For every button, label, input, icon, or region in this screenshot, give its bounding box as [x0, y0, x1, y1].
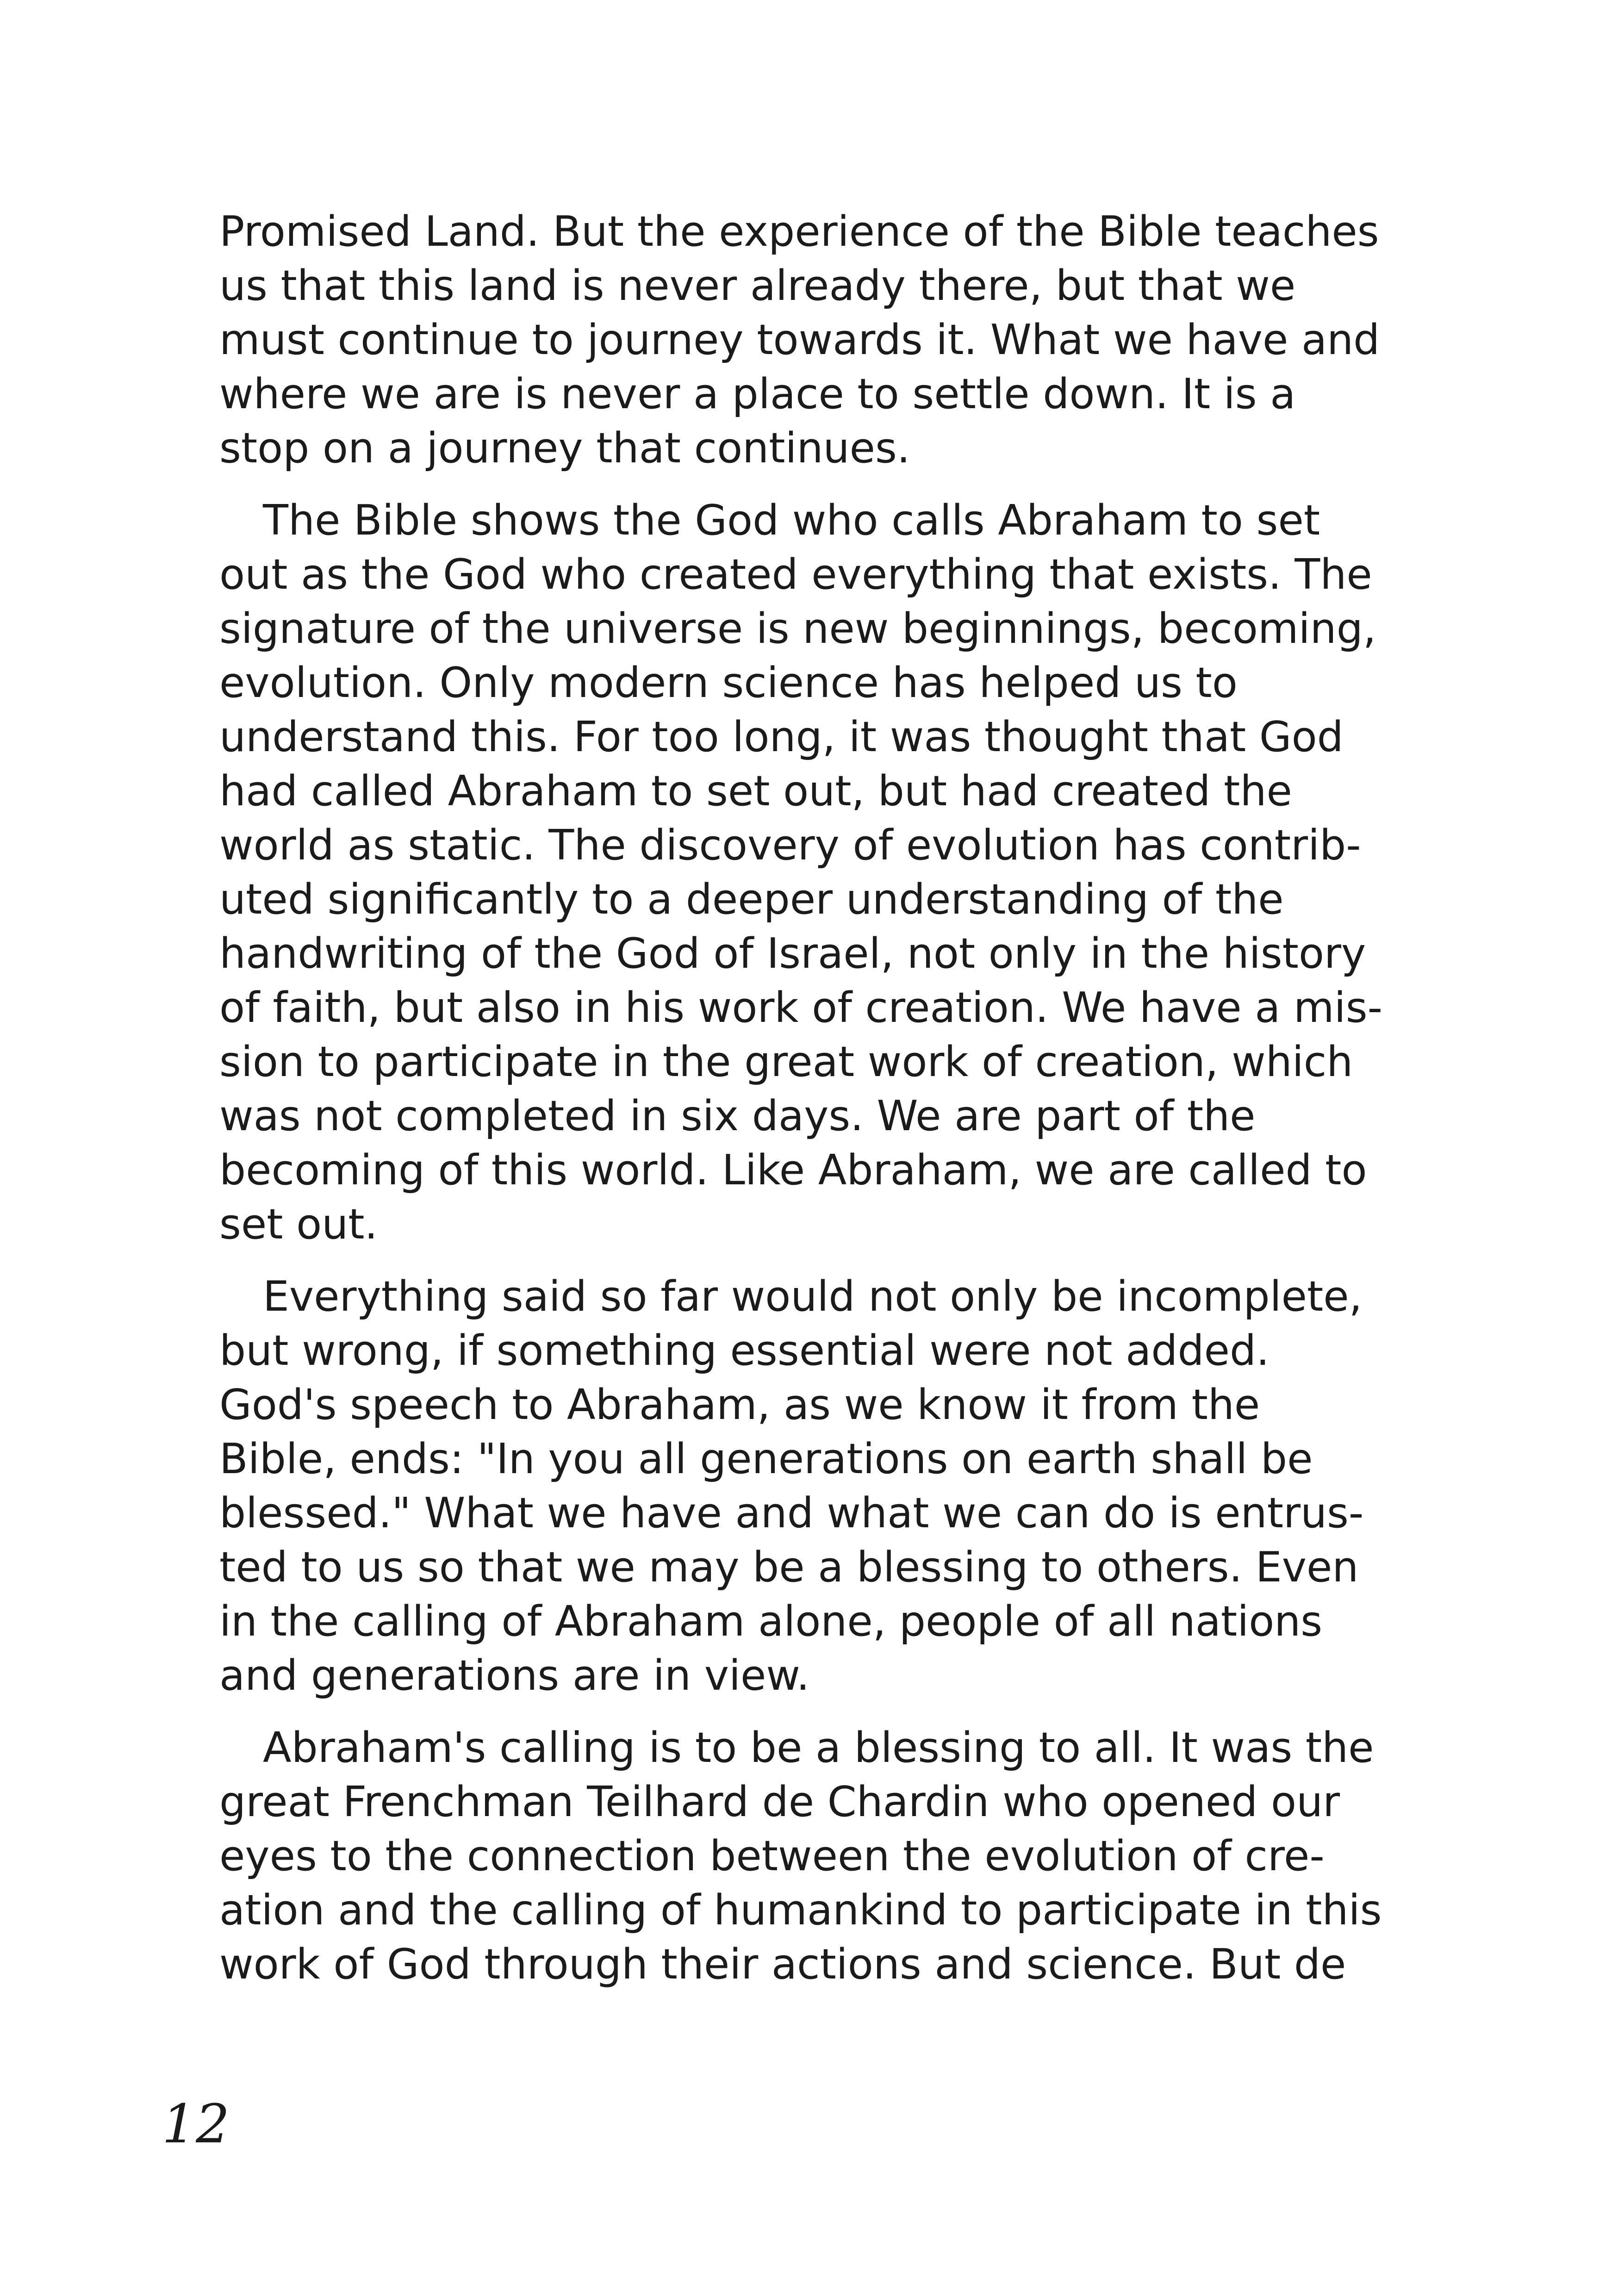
text-line: uted significantly to a deeper understanding of the: [219, 875, 1284, 924]
text-line: signature of the universe is new beginnings, becoming,: [219, 604, 1376, 653]
body-text: [219, 205, 1383, 1991]
text-line: handwriting of the God of Israel, not only in the history: [219, 929, 1366, 978]
text-line: but wrong, if something essential were not added.: [219, 1326, 1270, 1375]
text-line: work of God through their actions and science. But de: [219, 1940, 1346, 1989]
text-line: great Frenchman Teilhard de Chardin who opened our: [219, 1778, 1340, 1826]
text-line: eyes to the connection between the evolution of cre-: [219, 1832, 1325, 1880]
text-line: Abraham's calling is to be a blessing to all. It was the: [263, 1724, 1374, 1772]
text-line: sion to participate in the great work of creation, which: [219, 1038, 1353, 1086]
text-line: ation and the calling of humankind to participate in this: [219, 1886, 1382, 1935]
paragraph-3: [219, 1269, 1364, 1703]
paragraph-2: [219, 493, 1383, 1251]
text-line: ted to us so that we may be a blessing to others. Even: [219, 1543, 1359, 1592]
text-line: and generations are in view.: [219, 1651, 810, 1700]
text-line: Promised Land. But the experience of the Bible teaches: [219, 207, 1379, 256]
text-line: set out.: [219, 1200, 378, 1249]
text-line: evolution. Only modern science has helped us to: [219, 659, 1238, 707]
text-line: out as the God who created everything that exists. The: [219, 550, 1372, 599]
paragraph-1: [219, 205, 1380, 475]
text-line: had called Abraham to set out, but had created the: [219, 767, 1292, 815]
text-line: us that this land is never already there, but that we: [219, 261, 1296, 310]
paragraph-spacer: [219, 1703, 1339, 1721]
page-number: 12: [162, 2093, 230, 2155]
text-line: becoming of this world. Like Abraham, we are called to: [219, 1146, 1367, 1195]
paragraph-spacer: [219, 1251, 1339, 1269]
text-line: must continue to journey towards it. What we have and: [219, 316, 1380, 364]
text-line: Bible, ends: "In you all generations on earth shall be: [219, 1435, 1313, 1483]
paragraph-4: [219, 1721, 1382, 1991]
text-line: where we are is never a place to settle down. It is a: [219, 370, 1296, 418]
text-line: of faith, but also in his work of creation. We have a mis-: [219, 983, 1383, 1032]
text-line: world as static. The discovery of evolution has contrib-: [219, 821, 1361, 870]
text-line: God's speech to Abraham, as we know it from the: [219, 1381, 1260, 1429]
text-line: stop on a journey that continues.: [219, 424, 910, 473]
text-line: blessed." What we have and what we can do is entrus-: [219, 1489, 1364, 1537]
text-line: was not completed in six days. We are part of the: [219, 1092, 1256, 1140]
text-line: Everything said so far would not only be incomplete,: [263, 1272, 1363, 1321]
text-line: The Bible shows the God who calls Abraham to set: [263, 496, 1320, 545]
text-line: in the calling of Abraham alone, people of all nations: [219, 1597, 1323, 1646]
paragraph-spacer: [219, 475, 1339, 493]
text-line: understand this. For too long, it was thought that God: [219, 713, 1344, 761]
